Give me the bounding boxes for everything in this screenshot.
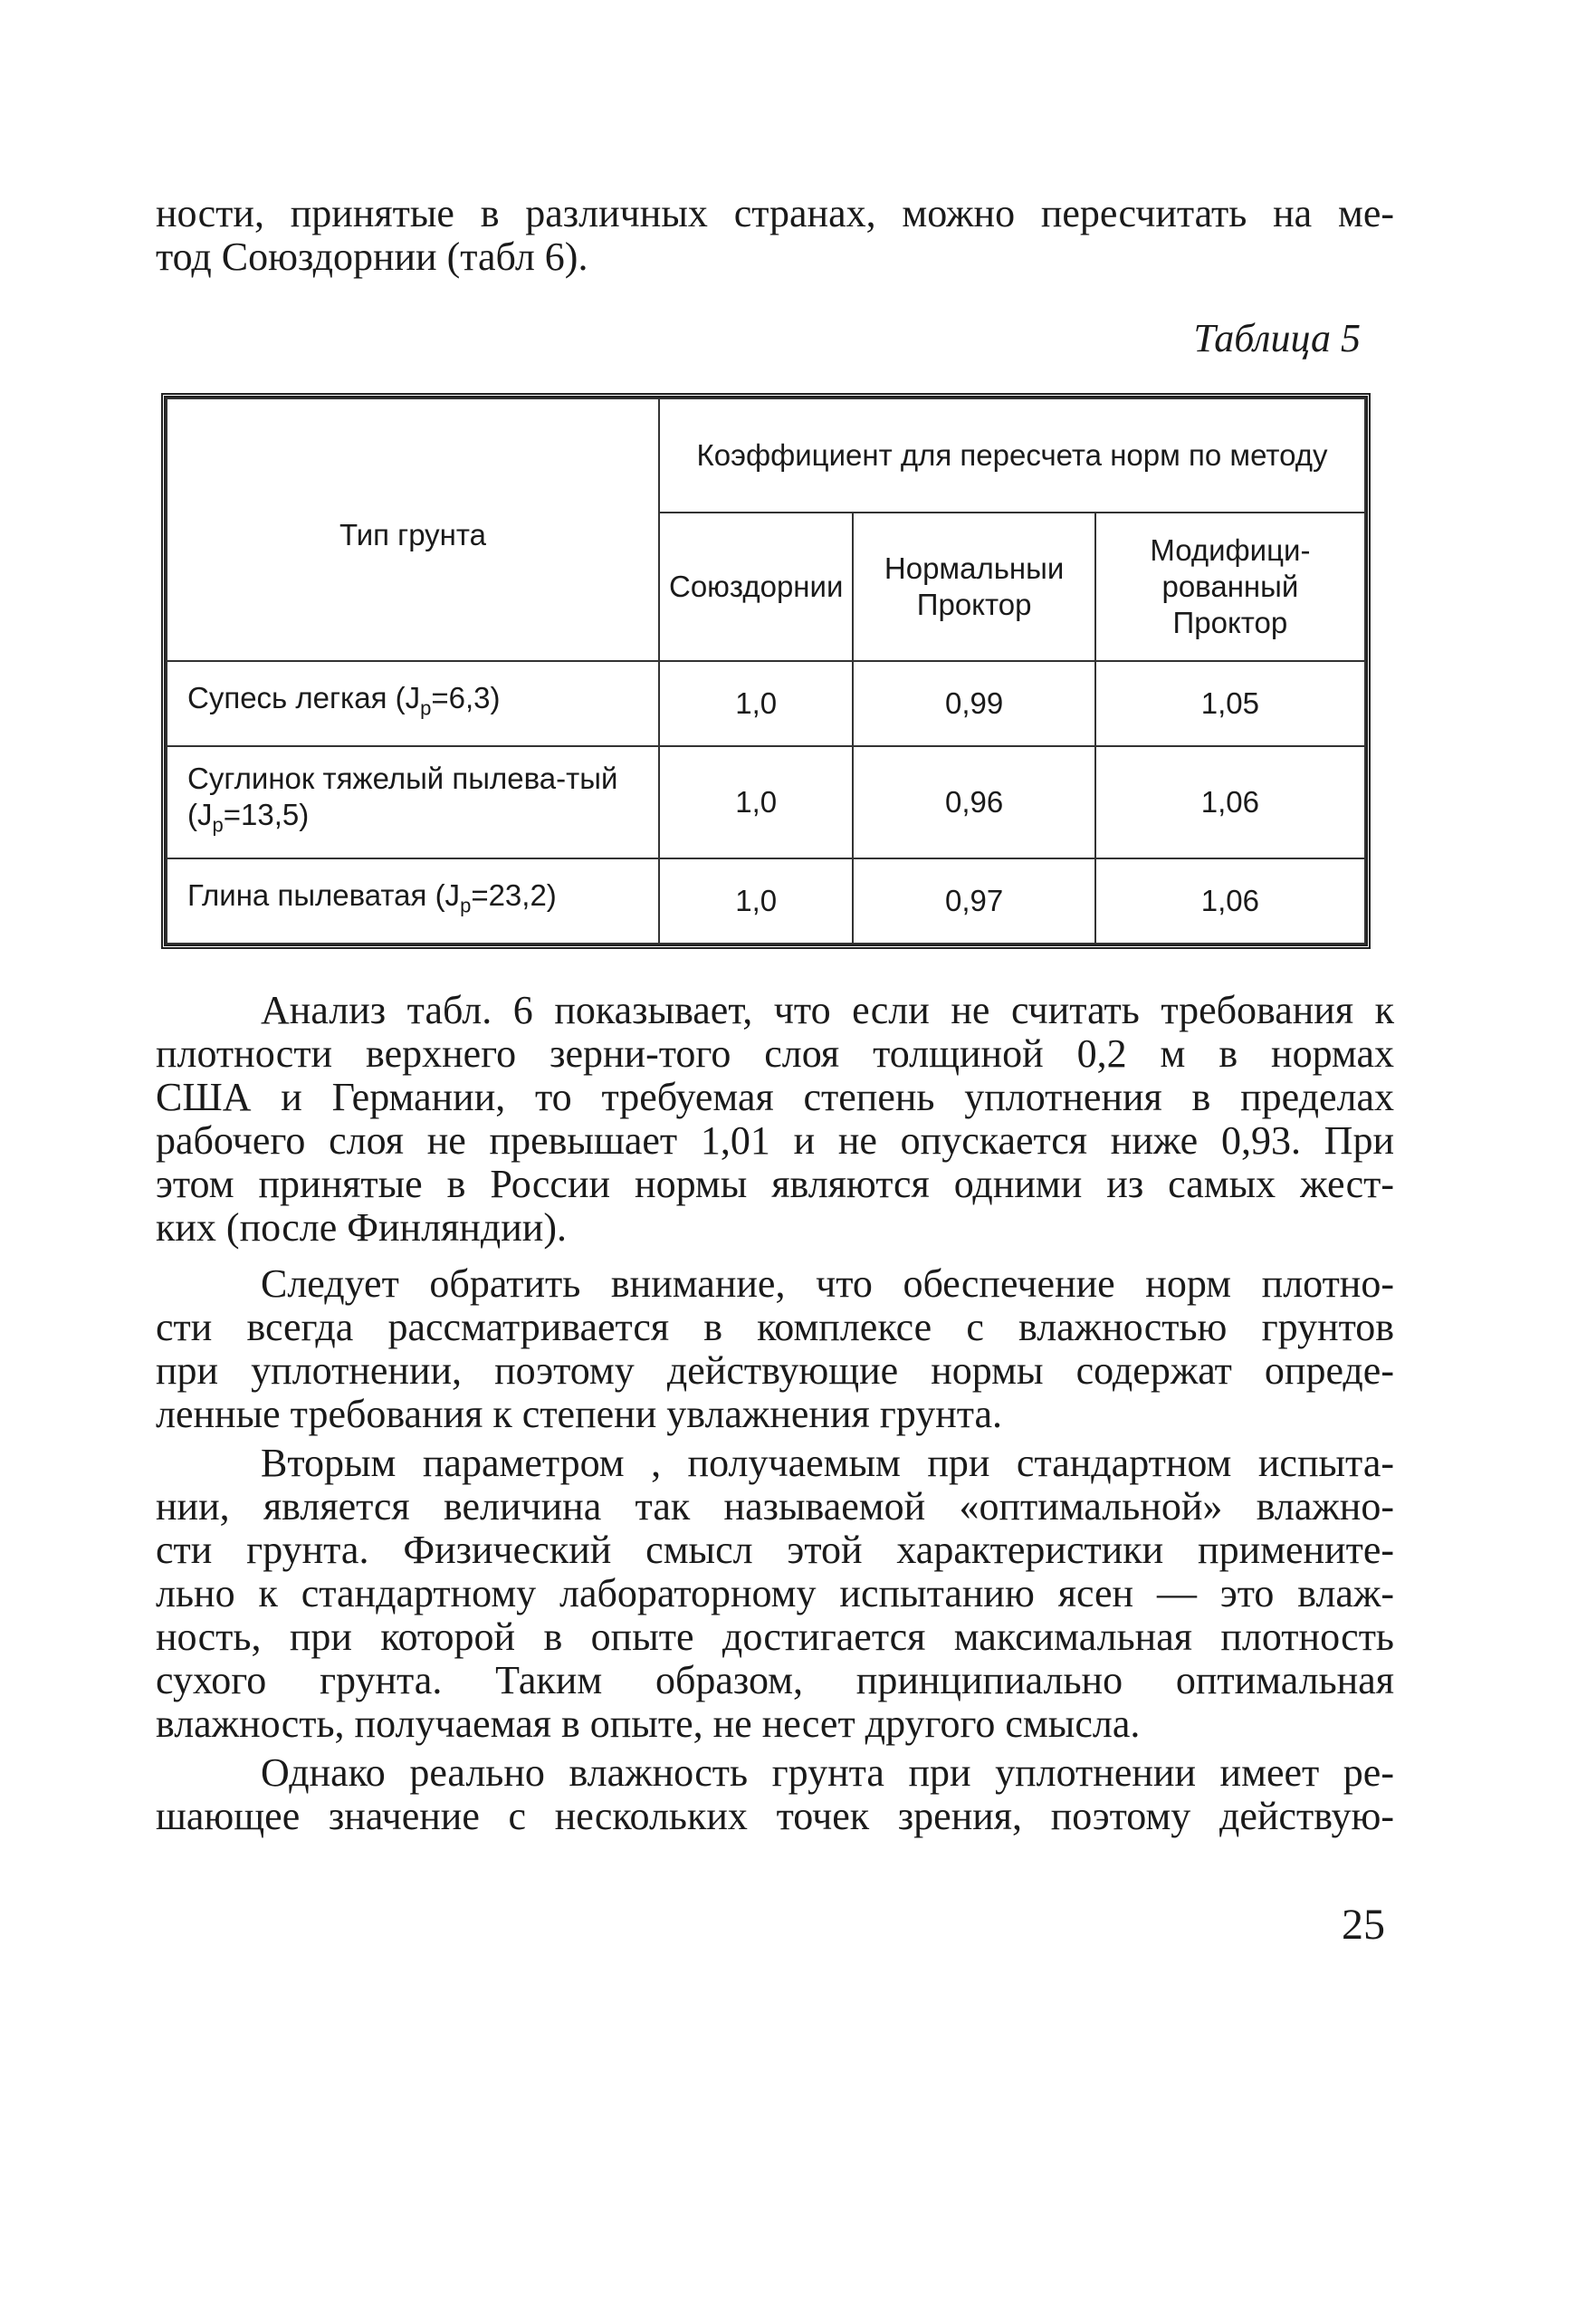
text-line: плотности верхнего зерни-того слоя толщиной 0,2 м в нормах <box>156 1031 1394 1076</box>
column-header: Модифици-рованный Проктор <box>1095 513 1365 661</box>
text-line: льно к стандартному лабораторному испытанию ясен — это влаж- <box>156 1571 1394 1615</box>
value-cell: 1,06 <box>1095 858 1365 944</box>
text-line: влажность, получаемая в опыте, не несет другого смысла. <box>156 1701 1141 1746</box>
text-line: Следует обратить внимание, что обеспечение норм плотно- <box>261 1261 1394 1306</box>
text-line: ности, принятые в различных странах, можно пересчитать на ме- <box>156 191 1394 235</box>
soil-type-cell: Супесь легкая $(J_р=6,3)$ <box>167 661 659 746</box>
table-row <box>167 746 1365 858</box>
value-cell: 0,97 <box>853 858 1094 944</box>
value-cell: 1,0 <box>659 661 853 746</box>
text-line: при уплотнении, поэтому действующие нормы содержат опреде- <box>156 1348 1394 1393</box>
text-line: этом принятые в России нормы являются одними из самых жест- <box>156 1162 1394 1206</box>
value-cell: 1,06 <box>1095 746 1365 858</box>
second-parameter-paragraph <box>156 1442 1394 1746</box>
text-line: США и Германии, то требуемая степень уплотнения в пределах <box>156 1075 1394 1119</box>
text-line: сухого грунта. Таким образом, принципиально оптимальная <box>156 1658 1394 1702</box>
table-caption: Таблица 5 <box>1193 316 1361 360</box>
soil-type-cell: Глина пылеватая $(J_р=23,2)$ <box>167 858 659 944</box>
text-line: тод Союздорнии (табл 6). <box>156 235 588 279</box>
coefficient-group-header: Коэффициент для пересчета норм по методу <box>659 398 1365 513</box>
text-line: сти всегда рассматривается в комплексе с влажностью грунтов <box>156 1305 1394 1349</box>
text-line: Анализ табл. 6 показывает, что если не считать требования к <box>261 988 1394 1032</box>
text-line: рабочего слоя не превышает 1,01 и не опускается ниже 0,93. При <box>156 1118 1394 1163</box>
text-line: Однако реально влажность грунта при уплотнении имеет ре- <box>261 1750 1394 1795</box>
value-cell: 0,96 <box>853 746 1094 858</box>
value-cell: 1,0 <box>659 746 853 858</box>
table-row <box>167 858 1365 944</box>
column-header: Нормальныи Проктор <box>853 513 1094 661</box>
text-line: нии, является величина так называемой «оптимальной» влажно- <box>156 1484 1394 1529</box>
text-line: Вторым параметром , получаемым при стандартном испыта- <box>261 1441 1394 1485</box>
moisture-paragraph <box>156 1262 1394 1436</box>
table-row <box>167 661 1365 746</box>
soil-type-header: Тип грунта <box>167 398 659 661</box>
page-number: 25 <box>1342 1901 1385 1949</box>
analysis-paragraph <box>156 989 1394 1250</box>
coefficient-table <box>161 393 1371 949</box>
text-line: шающее значение с нескольких точек зрения, поэтому действую- <box>156 1794 1394 1838</box>
text-line: ленные требования к степени увлажнения грунта. <box>156 1392 1003 1436</box>
soil-type-cell: Суглинок тяжелый пылева-тый $(J_р=13,5)$ <box>167 746 659 858</box>
intro-paragraph <box>156 192 1394 279</box>
value-cell: 0,99 <box>853 661 1094 746</box>
text-line: сти грунта. Физический смысл этой характеристики примените- <box>156 1528 1394 1572</box>
however-paragraph <box>156 1751 1394 1838</box>
value-cell: 1,05 <box>1095 661 1365 746</box>
column-header: Союздорнии <box>659 513 853 661</box>
value-cell: 1,0 <box>659 858 853 944</box>
text-line: ность, при которой в опыте достигается максимальная плотность <box>156 1615 1394 1659</box>
text-line: ких (после Финляндии). <box>156 1205 567 1250</box>
